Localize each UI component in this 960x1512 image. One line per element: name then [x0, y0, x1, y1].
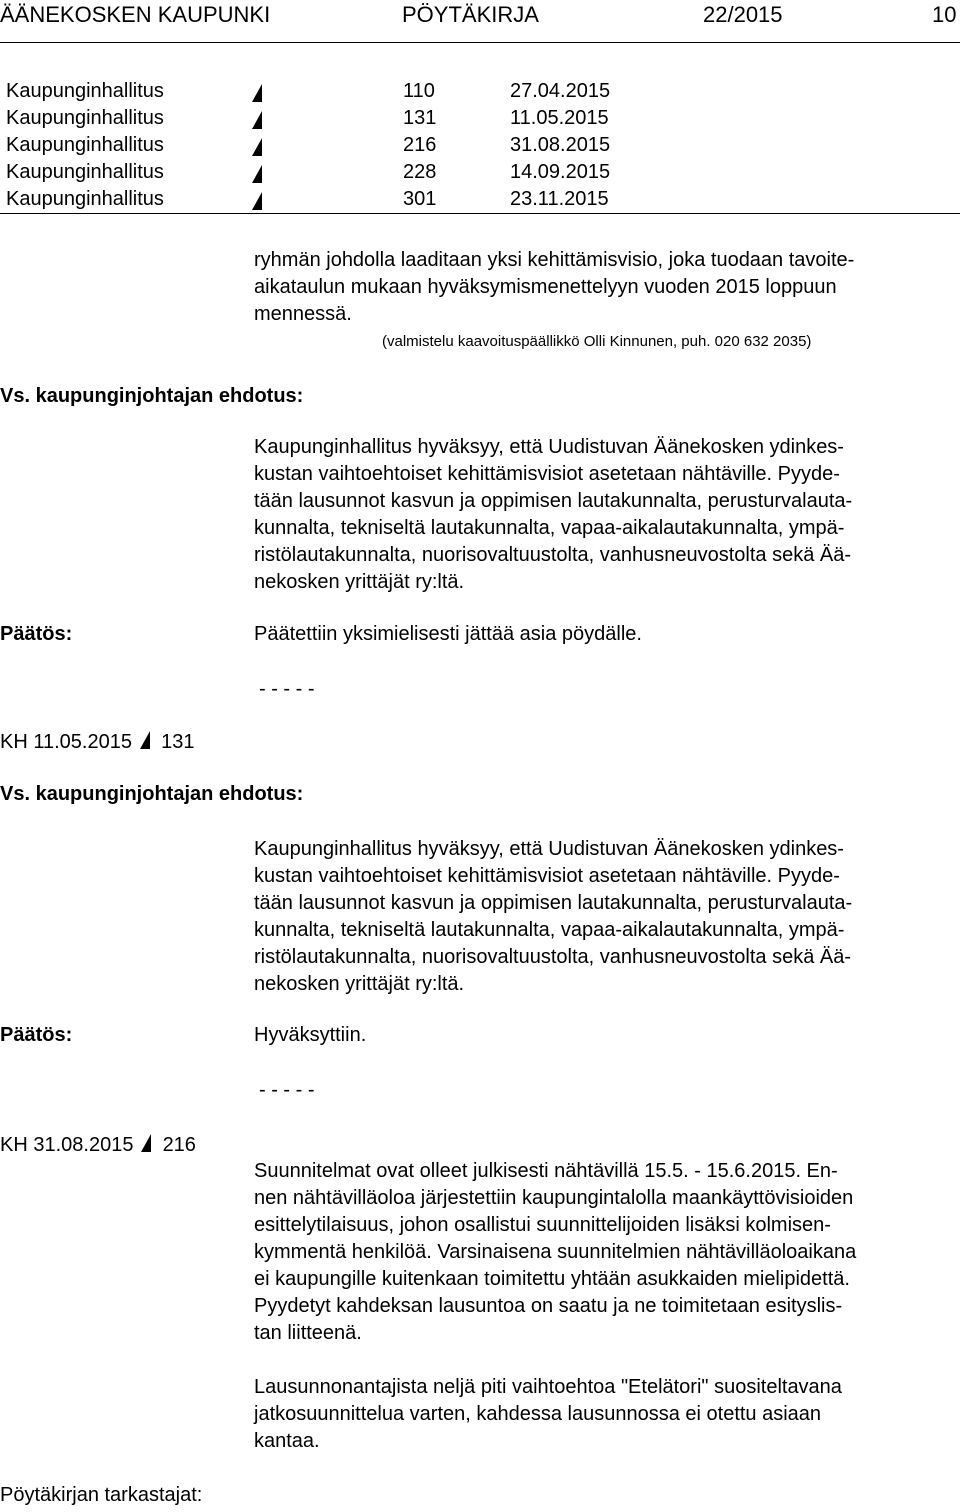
body-paragraph	[254, 1374, 958, 1455]
reference-number: 228	[403, 161, 437, 183]
reference-number: 216	[403, 134, 437, 156]
text-line: mennessä.	[254, 303, 352, 325]
reference-row	[0, 107, 700, 134]
text-line: nen nähtävilläoloa järjestettiin kaupungintalolla maankäyttövisioiden	[254, 1187, 854, 1209]
separator: - - - - -	[259, 678, 315, 700]
text-line: ei kaupungille kuitenkaan toimitettu yhtään asukkaiden mielipidettä.	[254, 1268, 850, 1290]
text-line: ristölautakunnalta, nuorisovaltuustolta, vanhusneuvostolta sekä Ää-	[254, 544, 852, 566]
reference-date: 27.04.2015	[510, 80, 611, 102]
text-line: kantaa.	[254, 1430, 320, 1452]
text-line: aikataulun mukaan hyväksymismenettelyyn vuoden 2015 loppuun	[254, 276, 837, 298]
reference-row	[0, 188, 700, 215]
decision-text: Hyväksyttiin.	[254, 1024, 367, 1046]
section-icon	[250, 191, 264, 211]
proposal-paragraph	[254, 836, 958, 998]
text-line: Kaupunginhallitus hyväksyy, että Uudistuvan Äänekosken ydinkes-	[254, 436, 844, 458]
reference-body: Kaupunginhallitus	[6, 188, 164, 210]
inspectors-label: Pöytäkirjan tarkastajat:	[0, 1484, 203, 1506]
text-line: tään lausunnot kasvun ja oppimisen lautakunnalta, perusturvalauta-	[254, 490, 853, 512]
reference-date: 31.08.2015	[510, 134, 611, 156]
reference-date: 11.05.2015	[510, 107, 609, 129]
page-number: 10	[932, 2, 957, 27]
reference-row	[0, 161, 700, 188]
meeting-reference-label: KH 11.05.2015	[0, 731, 132, 753]
meeting-reference	[0, 1133, 196, 1157]
reference-number: 110	[403, 80, 435, 102]
text-line: ristölautakunnalta, nuorisovaltuustolta, vanhusneuvostolta sekä Ää-	[254, 946, 852, 968]
text-line: tään lausunnot kasvun ja oppimisen lautakunnalta, perusturvalauta-	[254, 892, 853, 914]
reference-row	[0, 80, 700, 107]
document-type: PÖYTÄKIRJA	[402, 2, 539, 27]
section-icon	[250, 83, 264, 103]
meeting-reference-number: 131	[161, 731, 195, 753]
section-icon	[250, 110, 264, 130]
section-icon	[250, 164, 264, 184]
issue-number: 22/2015	[703, 2, 783, 27]
reference-date: 14.09.2015	[510, 161, 611, 183]
text-line: kymmentä henkilöä. Varsinaisena suunnitelmien nähtävilläoloaikana	[254, 1241, 857, 1263]
section-icon	[138, 730, 156, 750]
reference-date: 23.11.2015	[510, 188, 609, 210]
decision-label: Päätös:	[0, 623, 73, 645]
text-line: kustan vaihtoehtoiset kehittämisvisiot asetetaan nähtäville. Pyyde-	[254, 865, 840, 887]
text-line: jatkosuunnittelua varten, kahdessa lausunnossa ei otettu asiaan	[254, 1403, 822, 1425]
reference-body: Kaupunginhallitus	[6, 134, 164, 156]
text-line: Lausunnonantajista neljä piti vaihtoehtoa "Etelätori" suositeltavana	[254, 1376, 842, 1398]
text-line: esittelytilaisuus, johon osallistui suunnittelijoiden lisäksi kolmisen-	[254, 1214, 831, 1236]
preparer-note: (valmistelu kaavoituspäällikkö Olli Kinnunen, puh. 020 632 2035)	[382, 333, 812, 350]
text-line: Pyydetyt kahdeksan lausuntoa on saatu ja ne toimitetaan esityslis-	[254, 1295, 843, 1317]
reference-body: Kaupunginhallitus	[6, 107, 164, 129]
separator: - - - - -	[259, 1079, 315, 1101]
intro-paragraph	[254, 247, 958, 328]
text-line: Kaupunginhallitus hyväksyy, että Uudistuvan Äänekosken ydinkes-	[254, 838, 844, 860]
text-line: tan liitteenä.	[254, 1322, 362, 1344]
section-icon	[250, 137, 264, 157]
meeting-reference-label: KH 31.08.2015	[0, 1134, 134, 1156]
text-line: nekosken yrittäjät ry:ltä.	[254, 973, 465, 995]
reference-number: 301	[403, 188, 437, 210]
text-line: nekosken yrittäjät ry:ltä.	[254, 571, 465, 593]
text-line: kunnalta, tekniseltä lautakunnalta, vapaa-aikalautakunnalta, ympä-	[254, 919, 845, 941]
proposal-label: Vs. kaupunginjohtajan ehdotus:	[0, 783, 304, 805]
reference-number: 131	[403, 107, 437, 129]
meeting-reference	[0, 730, 194, 754]
reference-row	[0, 134, 700, 161]
text-line: kunnalta, tekniseltä lautakunnalta, vapaa-aikalautakunnalta, ympä-	[254, 517, 845, 539]
proposal-paragraph	[254, 434, 958, 596]
decision-label: Päätös:	[0, 1024, 73, 1046]
proposal-label: Vs. kaupunginjohtajan ehdotus:	[0, 385, 304, 407]
reference-body: Kaupunginhallitus	[6, 80, 164, 102]
text-line: Suunnitelmat ovat olleet julkisesti nähtävillä 15.5. - 15.6.2015. En-	[254, 1160, 838, 1182]
text-line: ryhmän johdolla laaditaan yksi kehittämisvisio, joka tuodaan tavoite-	[254, 249, 855, 271]
organization-name: ÄÄNEKOSKEN KAUPUNKI	[0, 2, 271, 27]
section-icon	[139, 1133, 157, 1153]
meeting-reference-number: 216	[162, 1134, 196, 1156]
reference-rule	[0, 213, 960, 214]
reference-body: Kaupunginhallitus	[6, 161, 164, 183]
decision-text: Päätettiin yksimielisesti jättää asia pöydälle.	[254, 623, 642, 645]
text-line: kustan vaihtoehtoiset kehittämisvisiot asetetaan nähtäville. Pyyde-	[254, 463, 840, 485]
body-paragraph	[254, 1158, 958, 1347]
header-rule	[0, 42, 960, 43]
